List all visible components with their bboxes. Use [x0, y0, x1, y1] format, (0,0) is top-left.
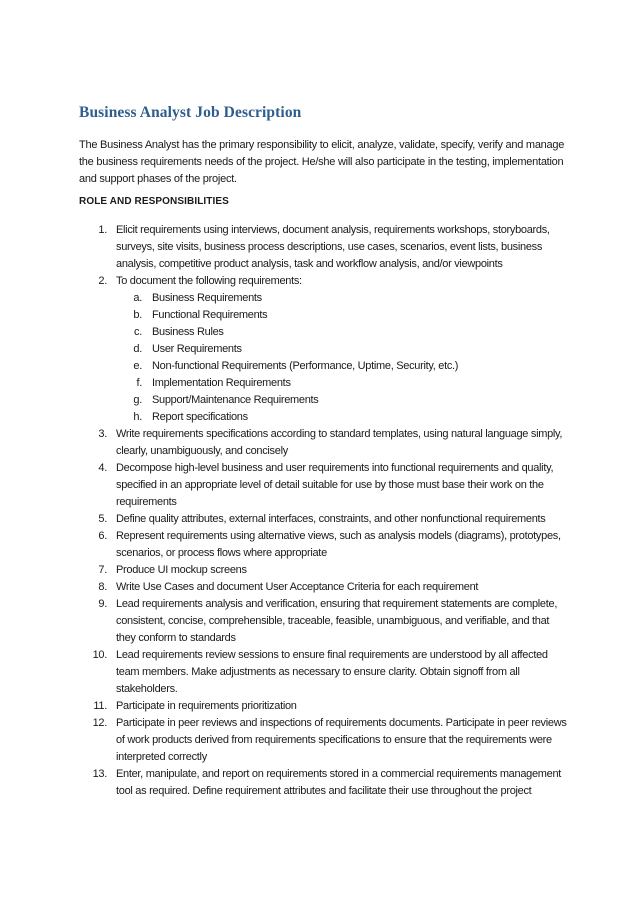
list-item: [79, 273, 569, 290]
sublist-item: [79, 375, 569, 392]
responsibilities-list: [79, 222, 569, 800]
list-text: Participate in requirements prioritization: [116, 700, 297, 712]
sublist-label: f.: [136, 377, 142, 389]
list-number: 8.: [98, 581, 107, 593]
list-number: 9.: [98, 598, 107, 610]
list-item: [79, 511, 569, 528]
sublist-label: g.: [133, 394, 142, 406]
document-title: Business Analyst Job Description: [79, 104, 302, 121]
list-item: [79, 647, 569, 698]
sublist-item: [79, 307, 569, 324]
list-number: 5.: [98, 513, 107, 525]
list-text: Write Use Cases and document User Acceptance Criteria for each requirement: [116, 581, 479, 593]
list-number: 12.: [92, 717, 107, 729]
sublist-text: Implementation Requirements: [152, 377, 291, 389]
sublist-item: [79, 358, 569, 375]
list-text: Elicit requirements using interviews, document analysis, requirements workshops, storyboards, surveys, site visits, business process descriptions, use cases, scenarios, event lists, business analysis, competitive product analysis, task and workflow analysis, and/or viewpoints: [116, 224, 550, 270]
list-item: [79, 715, 569, 766]
sublist-text: Report specifications: [152, 411, 248, 423]
list-number: 3.: [98, 428, 107, 440]
list-item: [79, 460, 569, 511]
sublist-label: a.: [133, 292, 142, 304]
list-item: [79, 562, 569, 579]
list-text: Produce UI mockup screens: [116, 564, 247, 576]
list-text: Lead requirements analysis and verification, ensuring that requirement statements are complete, consistent, concise, comprehensible, traceable, feasible, unambiguous, and verifiable, and that they conform to standards: [116, 598, 558, 644]
list-number: 7.: [98, 564, 107, 576]
list-number: 13.: [92, 768, 107, 780]
sublist-label: h.: [133, 411, 142, 423]
list-number: 6.: [98, 530, 107, 542]
list-number: 1.: [98, 224, 107, 236]
sublist-item: [79, 392, 569, 409]
sublist-item: [79, 409, 569, 426]
sublist-text: User Requirements: [152, 343, 242, 355]
sublist-label: c.: [134, 326, 142, 338]
list-text: Lead requirements review sessions to ensure final requirements are understood by all affected team members. Make adjustments as necessary to ensure clarity. Obtain signoff from all stakeholders.: [116, 649, 548, 695]
list-number: 10.: [92, 649, 107, 661]
list-text: Decompose high-level business and user requirements into functional requirements and quality, specified in an appropriate level of detail suitable for use by those must base their work on the requirements: [116, 462, 554, 508]
list-text: To document the following requirements:: [116, 275, 302, 287]
list-item: [79, 426, 569, 460]
sublist-label: d.: [133, 343, 142, 355]
sublist-text: Business Rules: [152, 326, 224, 338]
list-number: 2.: [98, 275, 107, 287]
list-text: Define quality attributes, external interfaces, constraints, and other nonfunctional requirements: [116, 513, 546, 525]
list-item: [79, 579, 569, 596]
sublist-text: Support/Maintenance Requirements: [152, 394, 319, 406]
list-text: Participate in peer reviews and inspections of requirements documents. Participate in peer reviews of work products derived from requirements specifications to ensure that the requirements were interpreted correctly: [116, 717, 567, 763]
sublist-item: [79, 324, 569, 341]
list-number: 4.: [98, 462, 107, 474]
list-item: [79, 698, 569, 715]
sublist-text: Business Requirements: [152, 292, 262, 304]
list-item: [79, 222, 569, 273]
intro-paragraph: The Business Analyst has the primary responsibility to elicit, analyze, validate, specify, verify and manage the business requirements needs of the project. He/she will also participate in the testing, implementation and support phases of the project.: [79, 139, 565, 185]
section-heading: ROLE AND RESPONSIBILITIES: [79, 196, 229, 207]
list-text: Write requirements specifications according to standard templates, using natural language simply, clearly, unambiguously, and concisely: [116, 428, 563, 457]
list-item: [79, 528, 569, 562]
sublist-label: e.: [133, 360, 142, 372]
list-item: [79, 766, 569, 800]
sublist-text: Functional Requirements: [152, 309, 268, 321]
list-item: [79, 596, 569, 647]
sublist-item: [79, 290, 569, 307]
sublist-text: Non-functional Requirements (Performance, Uptime, Security, etc.): [152, 360, 459, 372]
sublist-label: b.: [133, 309, 142, 321]
list-text: Enter, manipulate, and report on requirements stored in a commercial requirements management tool as required. Define requirement attributes and facilitate their use throughout the project: [116, 768, 562, 797]
list-number: 11.: [93, 700, 107, 712]
sublist-item: [79, 341, 569, 358]
list-text: Represent requirements using alternative views, such as analysis models (diagrams), prototypes, scenarios, or process flows where appropriate: [116, 530, 561, 559]
